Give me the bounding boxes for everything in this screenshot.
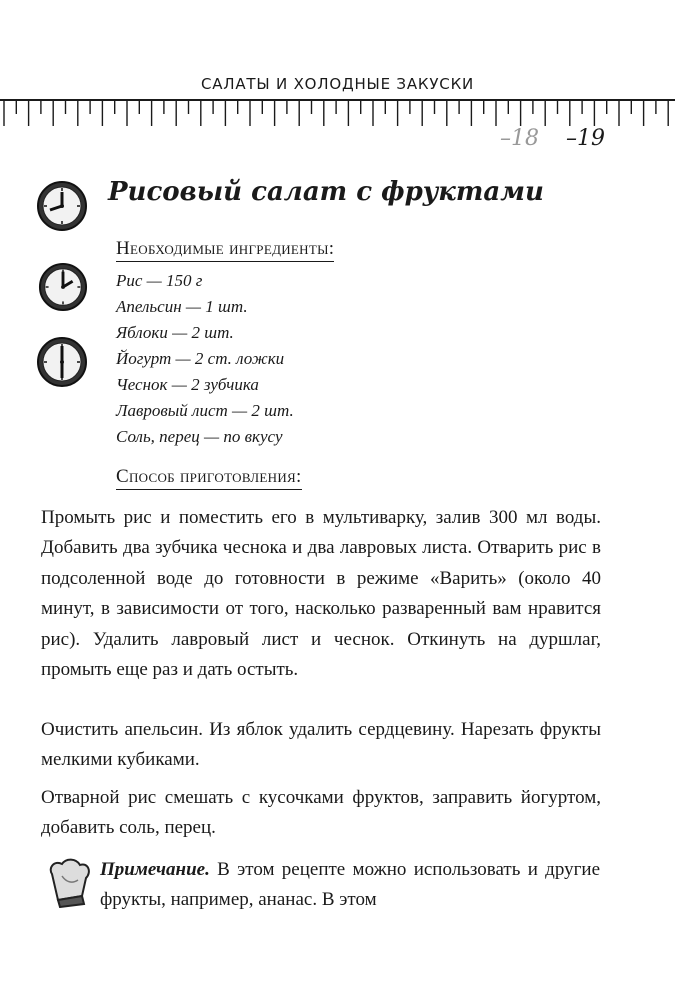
note-label: Примечание. xyxy=(100,859,210,880)
ingredient-item: Лавровый лист — 2 шт. xyxy=(116,401,294,420)
ingredient-item: Йогурт — 2 ст. ложки xyxy=(116,349,285,368)
method-paragraph-2: Очистить апельсин. Из яблок удалить сердцевину. Нарезать фрукты мелкими кубиками. xyxy=(41,719,601,771)
note-paragraph xyxy=(100,855,600,916)
method-paragraph-1: Промыть рис и поместить его в мультиварку, залив 300 мл воды. Добавить два зубчика чеснока и два лавровых листа. Отварить рис в подсоленной воде до готовности в режиме «Варить» (около 40 минут, в зависимости от того, насколько разваренный вам нравится рис). Удалить лавровый лист и чеснок. Откинуть на дуршлаг, промыть еще раз и дать остыть. xyxy=(41,507,601,681)
ingredients-list xyxy=(116,268,294,450)
clock-icon xyxy=(36,336,88,388)
ingredient-item: Рис — 150 г xyxy=(116,271,203,290)
method-paragraph-3: Отварной рис смешать с кусочками фруктов, заправить йогуртом, добавить соль, перец. xyxy=(41,787,601,839)
current-page-number: –19 xyxy=(566,126,605,151)
note-text: В этом рецепте можно использовать и другие фрукты, например, ананас. В этом xyxy=(100,859,600,911)
clock-icon xyxy=(36,180,88,232)
previous-page-number: –18 xyxy=(500,126,539,151)
method-heading: Способ приготовления: xyxy=(116,466,302,490)
ingredient-item: Апельсин — 1 шт. xyxy=(116,297,248,316)
page-numbers xyxy=(500,126,605,151)
ingredient-item: Яблоки — 2 шт. xyxy=(116,323,234,342)
chef-hat-icon xyxy=(42,856,94,908)
ingredients-heading: Необходимые ингредиенты: xyxy=(116,238,334,262)
clock-icon xyxy=(38,262,88,312)
ingredient-item: Соль, перец — по вкусу xyxy=(116,427,283,446)
section-title: САЛАТЫ И ХОЛОДНЫЕ ЗАКУСКИ xyxy=(200,75,475,93)
ingredient-item: Чеснок — 2 зубчика xyxy=(116,375,259,394)
ruler-decoration xyxy=(0,96,675,128)
recipe-title: Рисовый салат с фруктами xyxy=(108,177,544,207)
